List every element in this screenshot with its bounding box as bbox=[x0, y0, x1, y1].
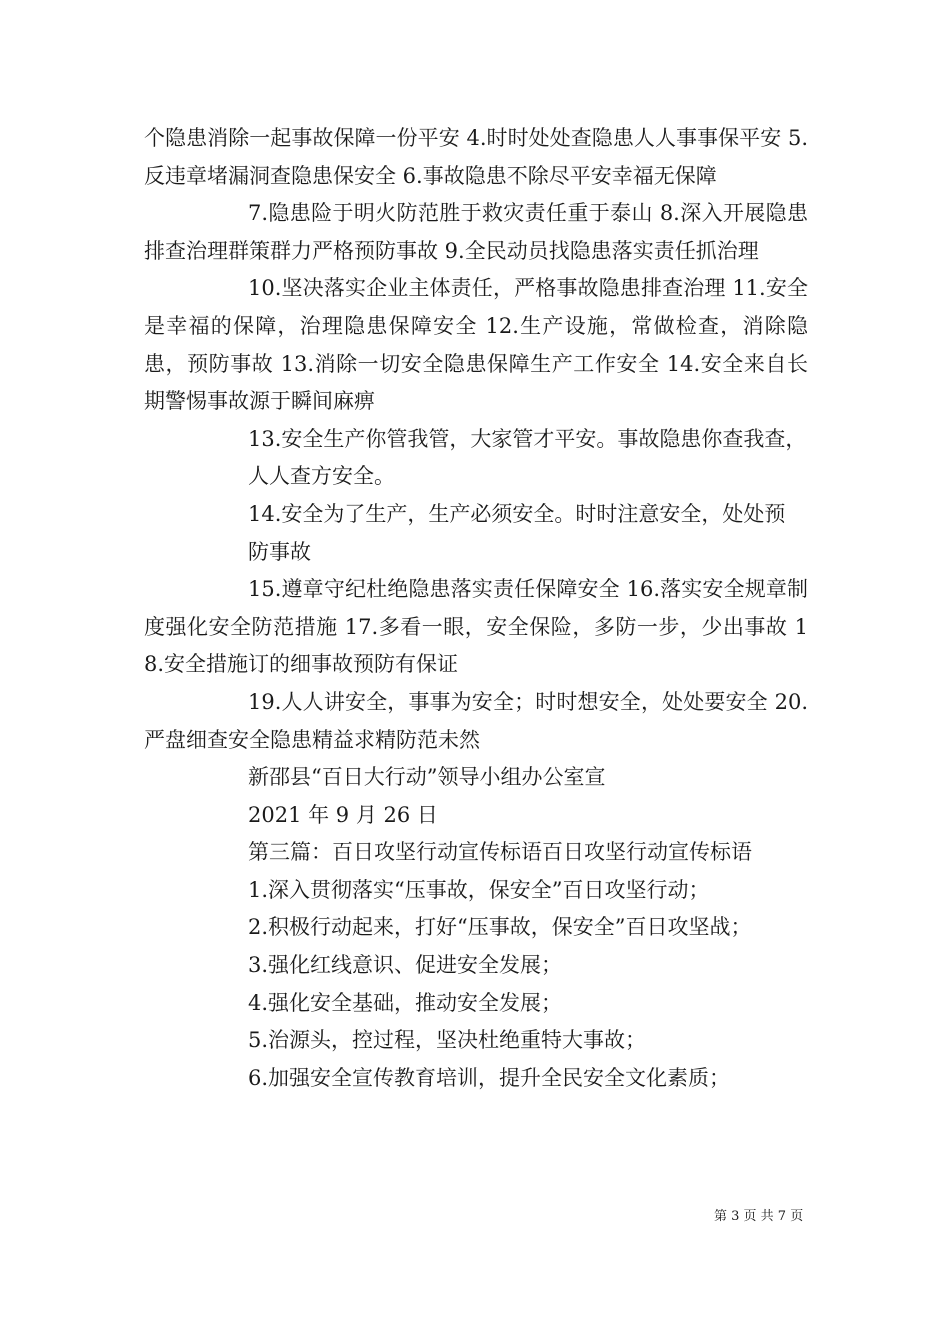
page-number: 第 3 页 共 7 页 bbox=[714, 1209, 804, 1224]
paragraph-3: 10.坚决落实企业主体责任，严格事故隐患排查治理 11.安全是幸福的保障，治理隐患保障安全 12.生产设施，常做检查，消除隐患，预防事故 13.消除一切安全隐患保障生产工作安全 14.安全来自长期警惕事故源于瞬间麻痹 bbox=[144, 276, 808, 414]
date-line: 2021 年 9 月 26 日 bbox=[248, 802, 438, 827]
slogan-2: 2.积极行动起来，打好“压事故，保安全”百日攻坚战； bbox=[248, 915, 752, 940]
slogan-5: 5.治源头，控过程，坚决杜绝重特大事故； bbox=[248, 1028, 647, 1053]
paragraph-7: 防事故 bbox=[248, 539, 311, 564]
document-body bbox=[144, 120, 808, 1097]
paragraph-8: 15.遵章守纪杜绝隐患落实责任保障安全 16.落实安全规章制度强化安全防范措施 17.多看一眼，安全保险，多防一步，少出事故 18.安全措施订的细事故预防有保证 bbox=[144, 577, 808, 677]
slogan-3: 3.强化红线意识、促进安全发展； bbox=[248, 953, 563, 978]
slogan-6: 6.加强安全宣传教育培训，提升全民安全文化素质； bbox=[248, 1065, 731, 1090]
paragraph-5: 人人查方安全。 bbox=[248, 464, 395, 489]
slogan-1: 1.深入贯彻落实“压事故，保安全”百日攻坚行动； bbox=[248, 877, 710, 902]
paragraph-1: 个隐患消除一起事故保障一份平安 4.时时处处查隐患人人事事保平安 5.反违章堵漏洞查隐患保安全 6.事故隐患不除尽平安幸福无保障 bbox=[144, 126, 808, 188]
paragraph-9: 19.人人讲安全，事事为安全；时时想安全，处处要安全 20.严盘细查安全隐患精益求精防范未然 bbox=[144, 689, 808, 752]
paragraph-2: 7.隐患险于明火防范胜于救灾责任重于泰山 8.深入开展隐患排查治理群策群力严格预防事故 9.全民动员找隐患落实责任抓治理 bbox=[144, 201, 808, 263]
paragraph-6: 14.安全为了生产，生产必须安全。时时注意安全，处处预 bbox=[248, 501, 786, 526]
section-heading: 第三篇：百日攻坚行动宣传标语百日攻坚行动宣传标语 bbox=[248, 840, 752, 865]
slogan-4: 4.强化安全基础，推动安全发展； bbox=[248, 990, 563, 1015]
paragraph-4: 13.安全生产你管我管，大家管才平安。事故隐患你查我查， bbox=[248, 426, 807, 451]
signature-line: 新邵县“百日大行动”领导小组办公室宣 bbox=[248, 765, 606, 790]
